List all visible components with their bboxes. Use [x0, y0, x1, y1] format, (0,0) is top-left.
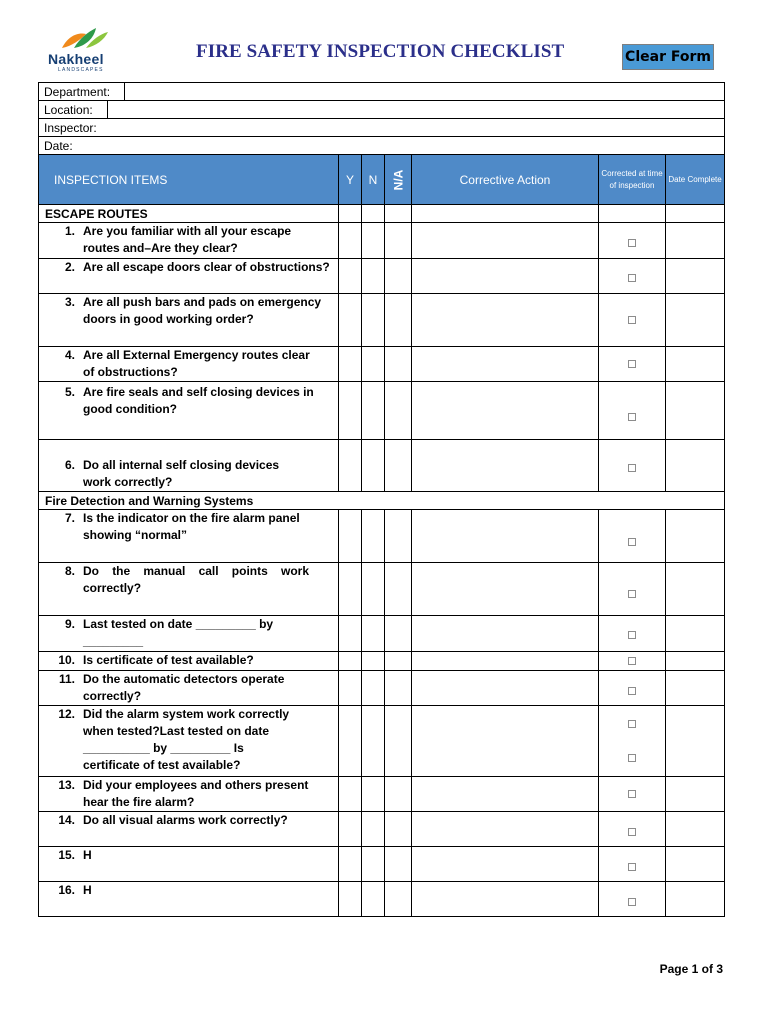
no-cell[interactable]: [362, 812, 385, 847]
yes-cell[interactable]: [339, 847, 362, 882]
na-cell[interactable]: [385, 563, 412, 616]
corrected-checkbox[interactable]: [628, 274, 636, 282]
table-row: [39, 294, 725, 347]
yes-cell[interactable]: [339, 616, 362, 652]
na-cell[interactable]: [385, 440, 412, 492]
table-row: [39, 382, 725, 440]
na-cell[interactable]: [385, 706, 412, 777]
na-cell[interactable]: [385, 259, 412, 294]
corrective-action-cell[interactable]: [412, 847, 599, 882]
no-cell[interactable]: [362, 706, 385, 777]
corrective-action-cell[interactable]: [412, 882, 599, 917]
corrective-action-cell[interactable]: [412, 440, 599, 492]
no-cell[interactable]: [362, 777, 385, 812]
no-cell[interactable]: [362, 882, 385, 917]
date-complete-cell[interactable]: [666, 671, 725, 706]
date-row: [39, 137, 725, 155]
no-cell[interactable]: [362, 440, 385, 492]
na-cell[interactable]: [385, 777, 412, 812]
na-cell[interactable]: [385, 616, 412, 652]
corrected-checkbox[interactable]: [628, 898, 636, 906]
corrective-action-cell[interactable]: [412, 616, 599, 652]
yes-cell[interactable]: [339, 882, 362, 917]
clear-form-button[interactable]: Clear Form: [622, 44, 714, 70]
question-cell: 15. H: [39, 847, 339, 882]
no-cell[interactable]: [362, 652, 385, 671]
corrected-checkbox[interactable]: [628, 687, 636, 695]
corrective-action-cell[interactable]: [412, 671, 599, 706]
yes-cell[interactable]: [339, 347, 362, 382]
question-cell: 10. Is certificate of test available?: [39, 652, 339, 671]
corrected-checkbox[interactable]: [628, 828, 636, 836]
yes-cell[interactable]: [339, 777, 362, 812]
corrective-action-cell[interactable]: [412, 777, 599, 812]
question-cell: 13. Did your employees and others present hear the fire alarm?: [39, 777, 339, 812]
department-row: [39, 83, 725, 101]
date-complete-cell[interactable]: [666, 347, 725, 382]
logo-name: Nakheel: [48, 51, 104, 67]
na-cell[interactable]: [385, 847, 412, 882]
na-cell[interactable]: [385, 382, 412, 440]
corrected-checkbox[interactable]: [628, 590, 636, 598]
question-cell: 6. Do all internal self closing devices work correctly?: [39, 440, 339, 492]
table-row: [39, 777, 725, 812]
location-field[interactable]: [107, 101, 724, 118]
yes-cell[interactable]: [339, 440, 362, 492]
yes-cell[interactable]: [339, 223, 362, 259]
question-cell: 7. Is the indicator on the fire alarm panel showing “normal”: [39, 510, 339, 563]
section-title: ESCAPE ROUTES: [39, 205, 339, 223]
date-complete-cell[interactable]: [666, 223, 725, 259]
corrected-checkbox[interactable]: [628, 316, 636, 324]
date-label: Date:: [44, 138, 73, 153]
corrective-action-cell[interactable]: [412, 706, 599, 777]
section-title: Fire Detection and Warning Systems: [39, 492, 725, 510]
table-row: [39, 510, 725, 563]
yes-cell[interactable]: [339, 205, 362, 223]
yes-header: Y: [339, 155, 362, 205]
no-cell[interactable]: [362, 847, 385, 882]
corrective-action-cell[interactable]: [412, 259, 599, 294]
table-row: [39, 347, 725, 382]
corrective-action-cell[interactable]: [412, 294, 599, 347]
date-complete-cell[interactable]: [666, 652, 725, 671]
no-cell[interactable]: [362, 510, 385, 563]
table-row: [39, 440, 725, 492]
corrective-action-cell[interactable]: [412, 812, 599, 847]
corrective-action-cell[interactable]: [412, 205, 599, 223]
no-cell[interactable]: [362, 347, 385, 382]
checklist-table: [38, 82, 725, 917]
section-escape-routes: [39, 205, 725, 223]
corrected-header: Corrected at time of inspection: [599, 155, 666, 205]
na-cell[interactable]: [385, 510, 412, 563]
section-fire-detection: [39, 492, 725, 510]
no-cell[interactable]: [362, 223, 385, 259]
question-cell: 11. Do the automatic detectors operate correctly?: [39, 671, 339, 706]
corrected-checkbox[interactable]: [628, 754, 636, 762]
page-title: FIRE SAFETY INSPECTION CHECKLIST: [196, 41, 565, 62]
date-complete-cell[interactable]: [666, 616, 725, 652]
yes-cell[interactable]: [339, 812, 362, 847]
corrected-checkbox[interactable]: [628, 239, 636, 247]
na-cell[interactable]: [385, 294, 412, 347]
question-cell: 3. Are all push bars and pads on emergency doors in good working order?: [39, 294, 339, 347]
corrected-checkbox[interactable]: [628, 413, 636, 421]
question-cell: 1. Are you familiar with all your escape routes and–Are they clear?: [39, 223, 339, 259]
question-cell: 12. Did the alarm system work correctly when tested?Last tested on date __________ by _________ Is certificate of test available?: [39, 706, 339, 777]
corrective-action-cell[interactable]: [412, 223, 599, 259]
date-complete-cell[interactable]: [666, 205, 725, 223]
yes-cell[interactable]: [339, 671, 362, 706]
table-row: [39, 706, 725, 777]
yes-cell[interactable]: [339, 382, 362, 440]
no-cell[interactable]: [362, 205, 385, 223]
date-complete-cell[interactable]: [666, 563, 725, 616]
table-row: [39, 671, 725, 706]
date-complete-cell[interactable]: [666, 847, 725, 882]
na-cell[interactable]: [385, 652, 412, 671]
question-cell: 5. Are fire seals and self closing devices in good condition?: [39, 382, 339, 440]
corrected-checkbox[interactable]: [628, 631, 636, 639]
date-complete-cell[interactable]: [666, 382, 725, 440]
yes-cell[interactable]: [339, 294, 362, 347]
no-cell[interactable]: [362, 294, 385, 347]
table-row: [39, 812, 725, 847]
inspector-row: [39, 119, 725, 137]
na-cell[interactable]: [385, 812, 412, 847]
question-cell: 4. Are all External Emergency routes clear of obstructions?: [39, 347, 339, 382]
corrected-checkbox[interactable]: [628, 464, 636, 472]
na-cell[interactable]: [385, 347, 412, 382]
table-row: [39, 259, 725, 294]
table-header: [39, 155, 725, 205]
no-header: N: [362, 155, 385, 205]
date-complete-cell[interactable]: [666, 440, 725, 492]
date-complete-cell[interactable]: [666, 706, 725, 777]
department-field[interactable]: [124, 83, 724, 100]
na-cell[interactable]: [385, 671, 412, 706]
department-label: Department:: [44, 84, 111, 99]
logo-subtitle: LANDSCAPES: [58, 67, 104, 73]
na-cell[interactable]: [385, 223, 412, 259]
yes-cell[interactable]: [339, 652, 362, 671]
na-header: N/A: [385, 155, 412, 205]
no-cell[interactable]: [362, 671, 385, 706]
table-row: [39, 616, 725, 652]
inspection-items-header: INSPECTION ITEMS: [39, 155, 339, 205]
date-complete-header: Date Complete: [666, 155, 725, 205]
no-cell[interactable]: [362, 563, 385, 616]
corrected-checkbox[interactable]: [628, 863, 636, 871]
na-cell[interactable]: [385, 205, 412, 223]
date-complete-cell[interactable]: [666, 882, 725, 917]
corrected-checkbox[interactable]: [628, 720, 636, 728]
question-cell: 2. Are all escape doors clear of obstructions?: [39, 259, 339, 294]
corrected-checkbox[interactable]: [628, 538, 636, 546]
corrected-checkbox[interactable]: [628, 657, 636, 665]
date-complete-cell[interactable]: [666, 777, 725, 812]
location-label: Location:: [44, 102, 93, 117]
leaf-logo-icon: [60, 26, 110, 50]
page-number: Page 1 of 3: [659, 962, 723, 976]
table-row: [39, 652, 725, 671]
corrective-action-cell[interactable]: [412, 510, 599, 563]
no-cell[interactable]: [362, 382, 385, 440]
question-cell: 16. H: [39, 882, 339, 917]
location-row: [39, 101, 725, 119]
company-logo: [46, 26, 126, 72]
inspector-label: Inspector:: [44, 120, 97, 135]
table-row: [39, 563, 725, 616]
yes-cell[interactable]: [339, 563, 362, 616]
date-complete-cell[interactable]: [666, 259, 725, 294]
date-complete-cell[interactable]: [666, 510, 725, 563]
no-cell[interactable]: [362, 616, 385, 652]
table-row: [39, 882, 725, 917]
table-row: [39, 847, 725, 882]
corrective-action-cell[interactable]: [412, 563, 599, 616]
corrective-action-cell[interactable]: [412, 347, 599, 382]
corrective-action-cell[interactable]: [412, 652, 599, 671]
corrected-checkbox[interactable]: [628, 360, 636, 368]
corrected-checkbox[interactable]: [628, 790, 636, 798]
yes-cell[interactable]: [339, 259, 362, 294]
question-cell: 9. Last tested on date _________ by _________: [39, 616, 339, 652]
question-cell: 14. Do all visual alarms work correctly?: [39, 812, 339, 847]
yes-cell[interactable]: [339, 510, 362, 563]
date-complete-cell[interactable]: [666, 812, 725, 847]
na-cell[interactable]: [385, 882, 412, 917]
corrective-action-cell[interactable]: [412, 382, 599, 440]
table-row: [39, 223, 725, 259]
date-complete-cell[interactable]: [666, 294, 725, 347]
corrective-action-header: Corrective Action: [412, 155, 599, 205]
yes-cell[interactable]: [339, 706, 362, 777]
no-cell[interactable]: [362, 259, 385, 294]
question-cell: 8. Do the manual call points work correctly?: [39, 563, 339, 616]
